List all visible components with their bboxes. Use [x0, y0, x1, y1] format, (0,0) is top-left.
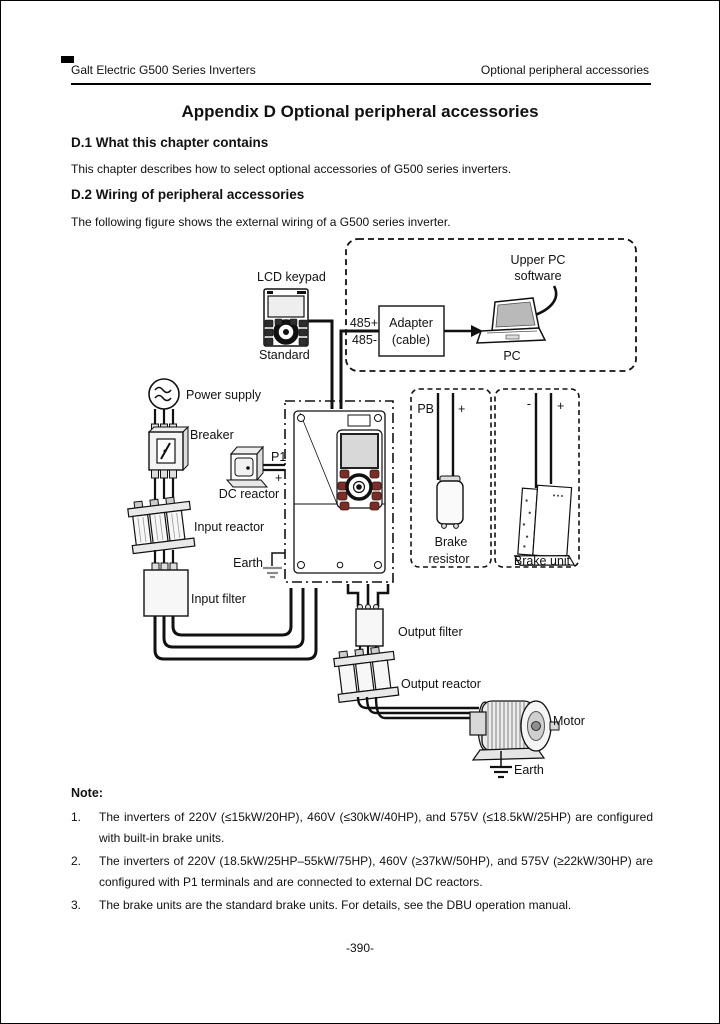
- adapter-label-1: Adapter: [389, 316, 433, 330]
- brake-resistor-icon: [437, 476, 463, 528]
- header-left: Galt Electric G500 Series Inverters: [71, 63, 256, 77]
- note-number: 3.: [71, 898, 82, 912]
- earth-left-label: Earth: [233, 556, 263, 570]
- page-title: Appendix D Optional peripheral accessories: [181, 102, 539, 121]
- adapter-box: [379, 306, 444, 356]
- section-d1-heading: D.1 What this chapter contains: [71, 135, 269, 150]
- standard-label: Standard: [259, 348, 310, 362]
- pb-label: PB: [417, 402, 434, 416]
- wires-to-motor: [358, 697, 479, 718]
- brake-resistor-label-1: Brake: [434, 535, 468, 549]
- earth-left-icon: [263, 553, 285, 577]
- note-number: 2.: [71, 854, 82, 868]
- input-reactor-icon: [127, 495, 195, 553]
- note-number: 1.: [71, 810, 82, 824]
- laptop-icon: [477, 298, 545, 343]
- breaker-icon: [149, 419, 188, 478]
- rs485-minus-label: 485-: [351, 333, 377, 347]
- note-item-1: [71, 807, 653, 849]
- adapter-label-2: (cable): [391, 333, 431, 347]
- earth-right-label: Earth: [514, 763, 544, 777]
- motor-icon: [470, 701, 559, 760]
- brake-unit-wires: [536, 393, 551, 488]
- section-d2-body: The following figure shows the external wiring of a G500 series inverter.: [71, 215, 451, 229]
- breaker-label: Breaker: [190, 428, 234, 442]
- section-d1-body: This chapter describes how to select optional accessories of G500 series inverters.: [71, 162, 512, 176]
- lcd-keypad-label: LCD keypad: [257, 270, 326, 284]
- note-text: The inverters of 220V (≤15kW/20HP), 460V (≤30kW/40HP), and 575V (≤18.5kW/25HP) are configured with built-in brake units.: [99, 810, 653, 845]
- inverter-illustration: [294, 411, 385, 573]
- dc-reactor-icon: [227, 447, 267, 487]
- note-item-3: [71, 895, 653, 916]
- brake-unit-label: Brake unit: [513, 554, 571, 568]
- input-reactor-label: Input reactor: [194, 520, 265, 534]
- keypad-wire: [308, 321, 332, 409]
- input-filter-label: Input filter: [191, 592, 246, 606]
- dc-reactor-wires: [263, 465, 285, 470]
- corner-mark: [61, 56, 74, 63]
- rs485-plus-label: 485+: [349, 316, 378, 330]
- output-wires-top: [348, 584, 388, 607]
- adapter-to-pc-arrow: [444, 325, 483, 337]
- wires-breaker-to-reactor: [155, 478, 173, 499]
- output-filter-icon: [356, 605, 383, 647]
- output-filter-label: Output filter: [398, 625, 463, 639]
- p1-label: P1: [271, 450, 287, 464]
- lcd-keypad-icon: [264, 289, 308, 346]
- bu-minus-label: -: [526, 397, 531, 411]
- brake-resistor-label-2: resistor: [428, 552, 470, 566]
- notes-list: [71, 807, 653, 918]
- brake-plus-label: +: [458, 402, 466, 416]
- note-item-2: [71, 851, 653, 893]
- upper-pc-software-label-2: software: [514, 269, 562, 283]
- output-reactor-label: Output reactor: [401, 677, 481, 691]
- brake-resistor-wires: [438, 393, 453, 480]
- header-right: Optional peripheral accessories: [480, 63, 649, 77]
- note-text: The inverters of 220V (18.5kW/25HP–55kW/75HP), 460V (≥37kW/50HP), and 575V (≥22kW/30HP) are configured with P1 terminals and are connected to external DC reactors.: [99, 854, 653, 889]
- power-supply-label: Power supply: [186, 388, 262, 402]
- pc-label: PC: [503, 349, 521, 363]
- output-reactor-icon: [333, 645, 399, 702]
- section-d2-heading: D.2 Wiring of peripheral accessories: [71, 187, 305, 202]
- power-supply-icon: [149, 379, 179, 409]
- input-filter-icon: [144, 563, 188, 616]
- note-text: The brake units are the standard brake units. For details, see the DBU operation manual.: [99, 898, 572, 912]
- upper-pc-software-label-1: Upper PC: [510, 253, 566, 267]
- dc-plus-label: +: [275, 471, 283, 485]
- note-heading: Note:: [71, 786, 103, 800]
- dc-reactor-label: DC reactor: [218, 487, 280, 501]
- page-number: -390-: [345, 941, 374, 955]
- wiring-diagram-figure: [1, 236, 719, 792]
- motor-label: Motor: [553, 714, 585, 728]
- header-rule: [71, 83, 651, 85]
- bu-plus-label: +: [557, 399, 565, 413]
